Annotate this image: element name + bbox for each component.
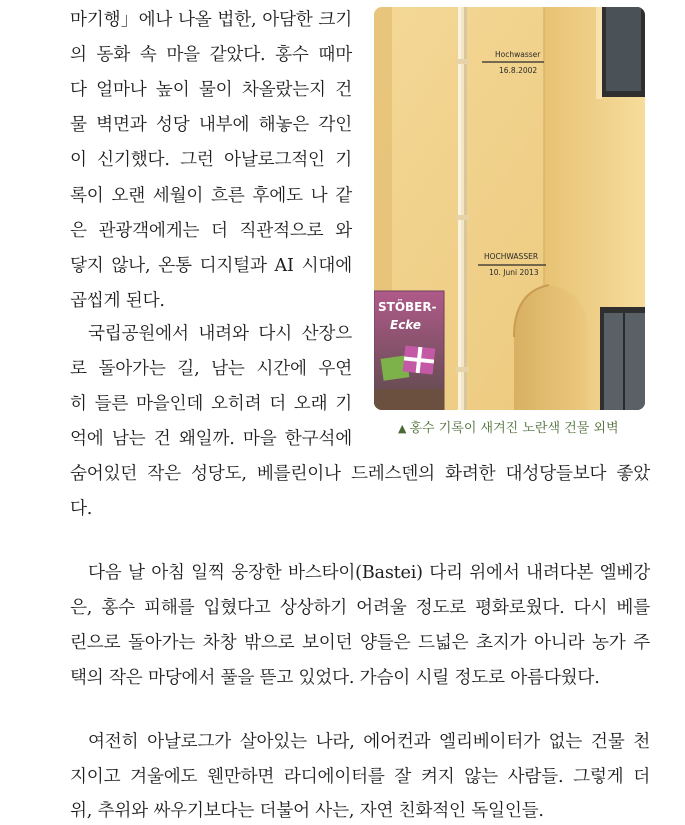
text-line: 은, 홍수 피해를 입혔다고 상상하기 어려울 정도로 평화로웠다. 다시 베를 xyxy=(70,598,650,618)
caption-text: 홍수 기록이 새겨진 노란색 건물 외벽 xyxy=(409,421,619,436)
flood-mark-title: Hochwasser xyxy=(495,50,541,59)
poster-text: STÖBER- xyxy=(378,300,437,314)
text-line: 닿지 않나, 온통 디지털과 AI 시대에 xyxy=(70,256,352,276)
building-photo xyxy=(374,7,645,410)
text-line: 히 들른 마을인데 오히려 더 오래 기 xyxy=(70,394,352,414)
text-line: 의 동화 속 마을 같았다. 홍수 때마 xyxy=(70,45,352,65)
text-line: 다 얼마나 높이 물이 차올랐는지 건 xyxy=(70,80,352,100)
text-line: 억에 남는 건 왜일까. 마을 한구석에 xyxy=(70,429,352,449)
text-line: 다. xyxy=(70,499,93,519)
text-line: 위, 추위와 싸우기보다는 더불어 사는, 자연 친화적인 독일인들. xyxy=(70,801,544,821)
text-line: 다음 날 아침 일찍 웅장한 바스타이(Bastei) 다리 위에서 내려다본 엘베강 xyxy=(88,563,650,583)
poster-text: Ecke xyxy=(390,318,422,332)
text-line: 로 돌아가는 길, 남는 시간에 우연 xyxy=(70,359,352,379)
text-line: 곱씹게 된다. xyxy=(70,291,165,311)
text-line: 록이 오랜 세월이 흐른 후에도 나 같 xyxy=(70,186,352,206)
photo-caption xyxy=(398,417,619,436)
text-line: 숨어있던 작은 성당도, 베를린이나 드레스덴의 화려한 대성당들보다 좋았 xyxy=(70,464,650,484)
text-line: 여전히 아날로그가 살아있는 나라, 에어컨과 엘리베이터가 없는 건물 천 xyxy=(88,732,650,752)
text-line: 린으로 돌아가는 차창 밖으로 보이던 양들은 드넓은 초지가 아니라 농가 주 xyxy=(70,633,650,653)
text-line: 마기행」에나 나올 법한, 아담한 크기 xyxy=(70,10,352,30)
flood-mark-date: 16.8.2002 xyxy=(499,66,538,75)
triangle-icon: ▲ xyxy=(398,422,407,435)
text-line: 은 관광객에게는 더 직관적으로 와 xyxy=(70,221,352,241)
text-line: 택의 작은 마당에서 풀을 뜯고 있었다. 가슴이 시릴 정도로 아름다웠다. xyxy=(70,668,600,688)
text-line: 물 벽면과 성당 내부에 해놓은 각인 xyxy=(70,115,352,135)
text-line: 국립공원에서 내려와 다시 산장으 xyxy=(88,324,352,344)
flood-mark-title: HOCHWASSER xyxy=(484,252,539,261)
flood-mark-date: 10. Juni 2013 xyxy=(489,268,539,277)
text-line: 지이고 겨울에도 웬만하면 라디에이터를 잘 켜지 않는 사람들. 그렇게 더 xyxy=(70,767,650,787)
text-line: 이 신기했다. 그런 아날로그적인 기 xyxy=(70,150,352,170)
